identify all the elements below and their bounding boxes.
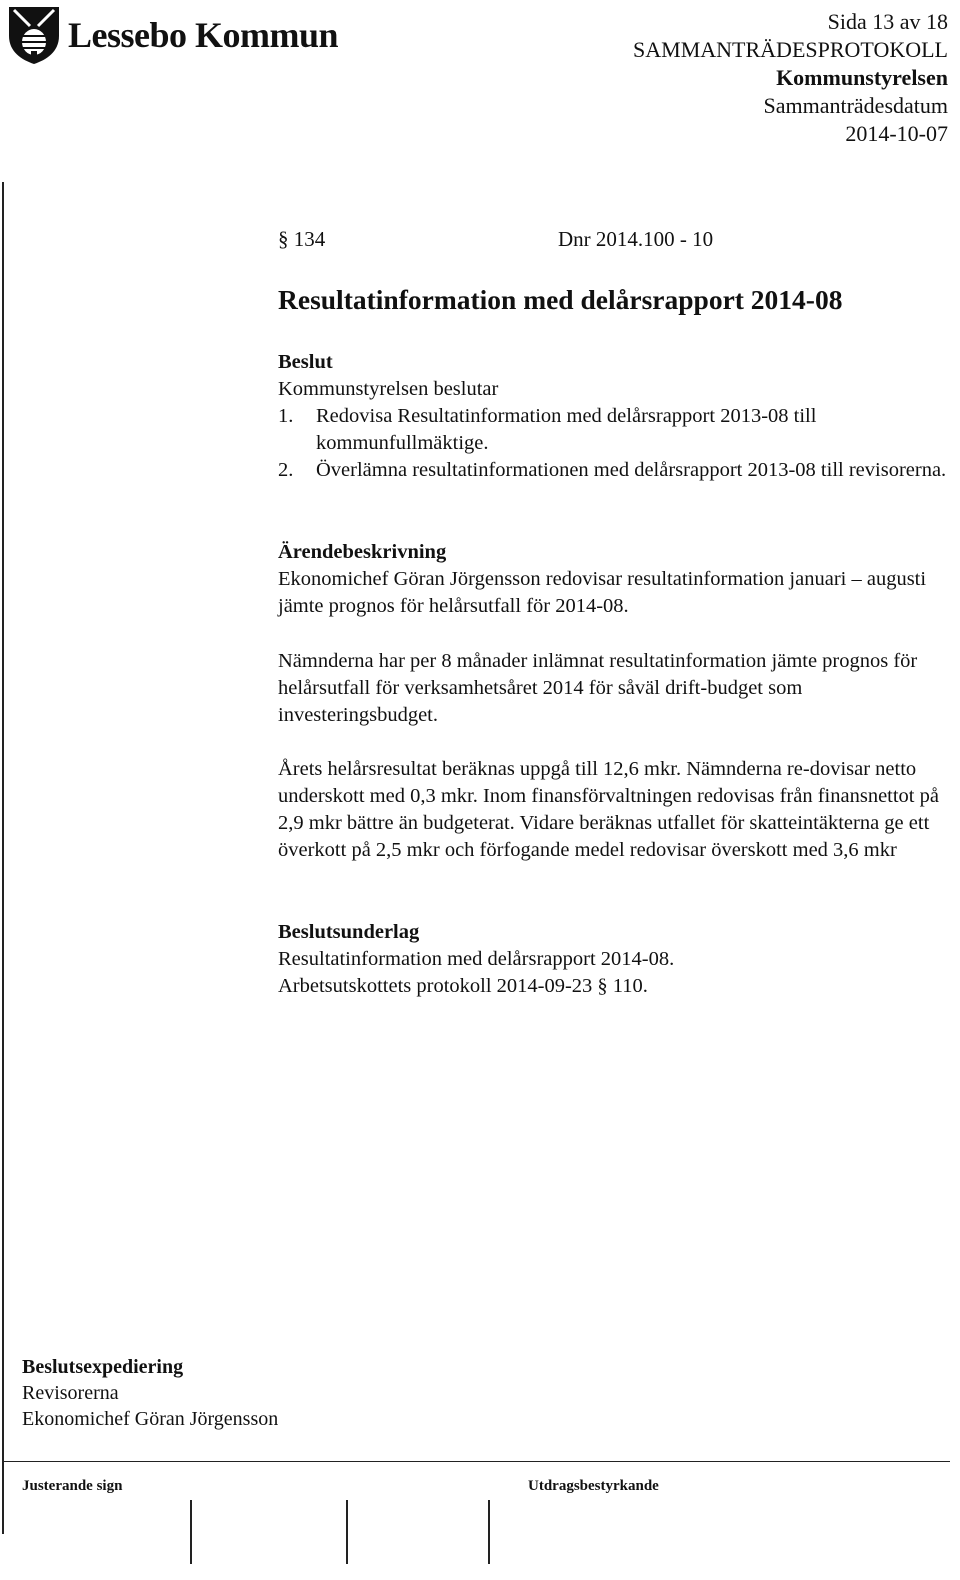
signature-box-divider — [488, 1500, 490, 1564]
coat-of-arms-icon — [6, 4, 62, 66]
committee-name: Kommunstyrelsen — [776, 65, 948, 90]
decision-item-number: 2. — [278, 459, 294, 481]
meeting-date: 2014-10-07 — [845, 121, 948, 146]
dispatch-recipient: Revisorerna — [22, 1382, 119, 1404]
dispatch-section — [22, 1354, 278, 1432]
decision-item-number: 1. — [278, 405, 294, 427]
page-number: Sida 13 av 18 — [827, 9, 948, 34]
decision-intro: Kommunstyrelsen beslutar — [278, 378, 499, 400]
decision-list — [278, 403, 948, 484]
dispatch-heading: Beslutsexpediering — [22, 1356, 184, 1378]
basis-section — [278, 919, 948, 1000]
document-header — [633, 8, 948, 148]
case-title: Resultatinformation med delårsrapport 2014-08 — [278, 284, 843, 315]
dnr-number: Dnr 2014.100 - 10 — [558, 227, 714, 251]
signature-box-divider — [190, 1500, 192, 1564]
description-heading: Ärendebeskrivning — [278, 541, 447, 563]
municipality-name: Lessebo Kommun — [68, 15, 339, 55]
description-paragraph: Nämnderna har per 8 månader inlämnat resultatinformation jämte prognos för helårsutfall för verksamhetsåret 2014 för såväl drift-budget som investeringsbudget. — [278, 650, 918, 726]
decision-section — [278, 349, 948, 484]
basis-heading: Beslutsunderlag — [278, 921, 420, 943]
left-margin-line — [2, 182, 4, 1534]
basis-item: Resultatinformation med delårsrapport 2014-08. — [278, 948, 675, 970]
footer-adjusting-signature: Justerande sign — [22, 1478, 123, 1494]
decision-item-text: Redovisa Resultatinformation med delårsrapport 2013-08 till kommunfullmäktige. — [316, 405, 817, 454]
footer-divider — [4, 1461, 950, 1462]
description-paragraph: Årets helårsresultat beräknas uppgå till 12,6 mkr. Nämnderna re-dovisar netto underskott med 0,3 mkr. Inom finansförvaltningen redovisas från finansnettot på 2,9 mkr bättre än budgeterat. Vidare beräknas utfallet för skatteintäkterna ge ett överkott på 2,5 mkr och förfogande medel redovisar överskott med 3,6 mkr — [278, 758, 939, 861]
footer-certification: Utdragsbestyrkande — [528, 1478, 659, 1494]
decision-item — [278, 403, 948, 457]
description-section — [278, 539, 948, 620]
decision-item-text: Överlämna resultatinformationen med delårsrapport 2013-08 till revisorerna. — [316, 459, 947, 481]
section-number: § 134 — [278, 227, 326, 251]
decision-heading: Beslut — [278, 351, 333, 373]
section-row — [278, 226, 948, 253]
document-type: SAMMANTRÄDESPROTOKOLL — [633, 37, 948, 62]
basis-item: Arbetsutskottets protokoll 2014-09-23 § 110. — [278, 975, 648, 997]
description-paragraph: Ekonomichef Göran Jörgensson redovisar resultatinformation januari – augusti jämte prognos för helårsutfall för 2014-08. — [278, 568, 927, 617]
signature-box-divider — [346, 1500, 348, 1564]
meeting-date-label: Sammanträdesdatum — [763, 93, 948, 118]
dispatch-recipient: Ekonomichef Göran Jörgensson — [22, 1408, 279, 1430]
municipality-logo — [6, 4, 338, 66]
decision-item — [278, 457, 948, 484]
